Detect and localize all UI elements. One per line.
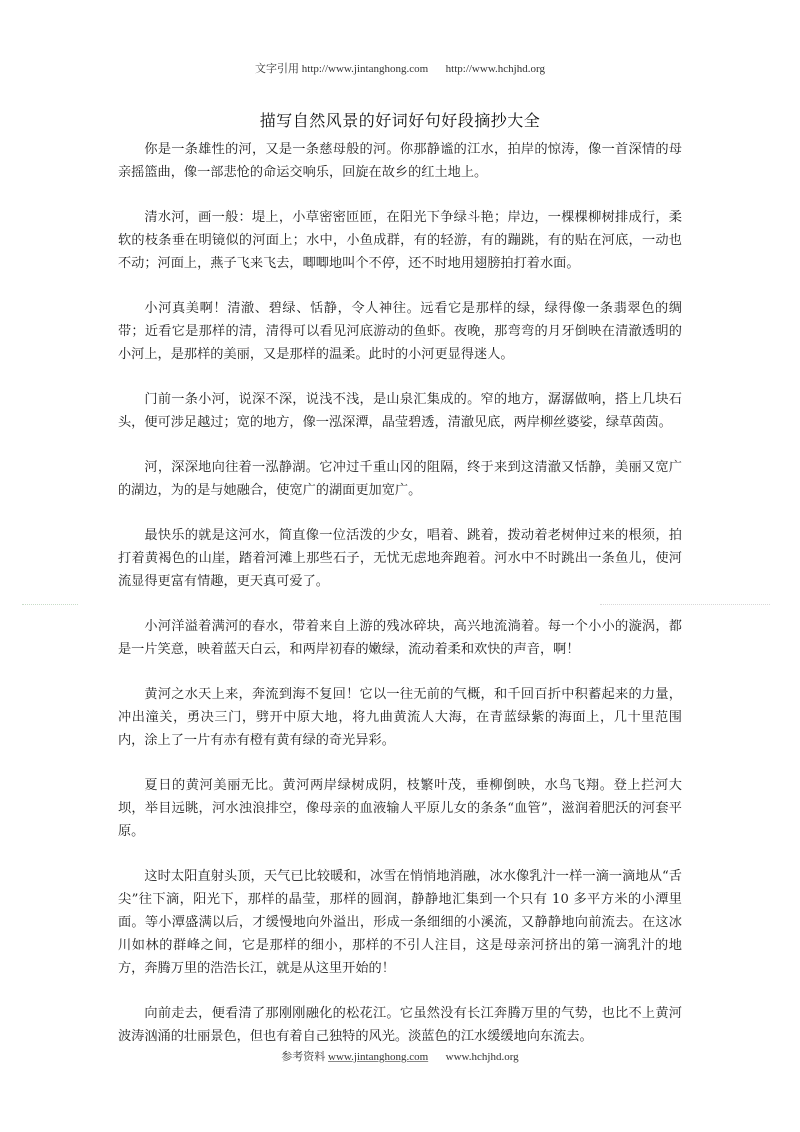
footer-label: 参考资料 <box>281 1051 326 1063</box>
paragraph-5: 河，深深地向往着一泓静湖。它冲过千重山冈的阻隔，终于来到这清澈又恬静，美丽又宽广的湖边，为的是与她融合，使宽广的湖面更加宽广。 <box>118 460 682 498</box>
paragraph-4: 门前一条小河，说深不深，说浅不浅，是山泉汇集成的。窄的地方，潺潺做响，搭上几块石头，便可涉足越过；宽的地方，像一泓深潭，晶莹碧透，清澈见底，两岸柳丝婆娑，绿草茵茵。 <box>118 392 682 430</box>
paragraph-9: 夏日的黄河美丽无比。黄河两岸绿树成阴，枝繁叶茂，垂柳倒映，水鸟飞翔。登上拦河大坝，举目远眺，河水浊浪排空，像母亲的血液输人平原儿女的条条“血管”，滋润着肥沃的河套平原。 <box>118 778 682 839</box>
header-link-hchjhd[interactable]: http://www.hchjhd.org <box>445 63 545 75</box>
paragraph-6: 最快乐的就是这河水，简直像一位活泼的少女，唱着、跳着，拨动着老树伸过来的根须，拍打着黄褐色的山崖，踏着河滩上那些石子，无忧无虑地奔跑着。河水中不时跳出一条鱼儿，使河流显得更富有情趣，更天真可爱了。 <box>118 528 682 589</box>
page-header <box>0 60 800 76</box>
paragraph-7: 小河洋溢着满河的春水，带着来自上游的残冰碎块，高兴地流淌着。每一个小小的漩涡，都是一片笑意，映着蓝天白云，和两岸初春的嫩绿，流动着柔和欢快的声音，啊！ <box>118 619 682 657</box>
paragraph-1: 你是一条雄性的河，又是一条慈母般的河。你那静谧的江水，拍岸的惊涛，像一首深情的母亲摇篮曲，像一部悲怆的命运交响乐，回旋在故乡的红土地上。 <box>118 142 682 180</box>
page-break-marker-right <box>600 604 770 605</box>
paragraph-10: 这时太阳直射头顶，天气已比较暖和，冰雪在悄悄地消融，冰水像乳汁一样一滴一滴地从“舌尖”往下滴，阳光下，那样的晶莹，那样的圆润，静静地汇集到一个只有 10 多平方米的小潭里面。等小潭盛满以后，才缓慢地向外溢出，形成一条细细的小溪流，又静静地向前流去。在这冰川如林的群峰之间，它是那样的细小，那样的不引人注目，这是母亲河挤出的第一滴乳汁的地方，奔腾万里的浩浩长江，就是从这里开始的！ <box>118 869 682 976</box>
page-break-marker-left <box>22 604 78 605</box>
header-label: 文字引用 <box>255 63 300 75</box>
page-footer <box>0 1048 800 1064</box>
paragraph-11: 向前走去，便看清了那刚刚融化的松花江。它虽然没有长江奔腾万里的气势，也比不上黄河波涛汹涌的壮丽景色，但也有着自己独特的风光。淡蓝色的江水缓缓地向东流去。 <box>118 1006 682 1044</box>
paragraph-8: 黄河之水天上来，奔流到海不复回！它以一往无前的气概，和千回百折中积蓄起来的力量，冲出潼关，勇决三门，劈开中原大地，将九曲黄流人大海，在青蓝绿紫的海面上，几十里范围内，涂上了一片有赤有橙有黄有绿的奇光异彩。 <box>118 687 682 748</box>
document-title: 描写自然风景的好词好句好段摘抄大全 <box>259 111 541 130</box>
paragraph-3: 小河真美啊！清澈、碧绿、恬静，令人神往。远看它是那样的绿，绿得像一条翡翠色的绸带；近看它是那样的清，清得可以看见河底游动的鱼虾。夜晚，那弯弯的月牙倒映在清澈透明的小河上，是那样的美丽，又是那样的温柔。此时的小河更显得迷人。 <box>118 301 682 362</box>
footer-link-jintanghong[interactable]: www.jintanghong.com <box>328 1051 429 1063</box>
footer-link-hchjhd[interactable]: www.hchjhd.org <box>445 1051 519 1063</box>
header-link-jintanghong[interactable]: http://www.jintanghong.com <box>301 63 429 75</box>
document-body <box>118 138 682 1070</box>
paragraph-2: 清水河，画一般：堤上，小草密密匝匝，在阳光下争绿斗艳；岸边，一棵棵柳树排成行，柔软的枝条垂在明镜似的河面上；水中，小鱼成群，有的轻游，有的蹦跳，有的贴在河底，一动也不动；河面上，燕子飞来飞去，唧唧地叫个不停，还不时地用翅膀拍打着水面。 <box>118 210 682 271</box>
